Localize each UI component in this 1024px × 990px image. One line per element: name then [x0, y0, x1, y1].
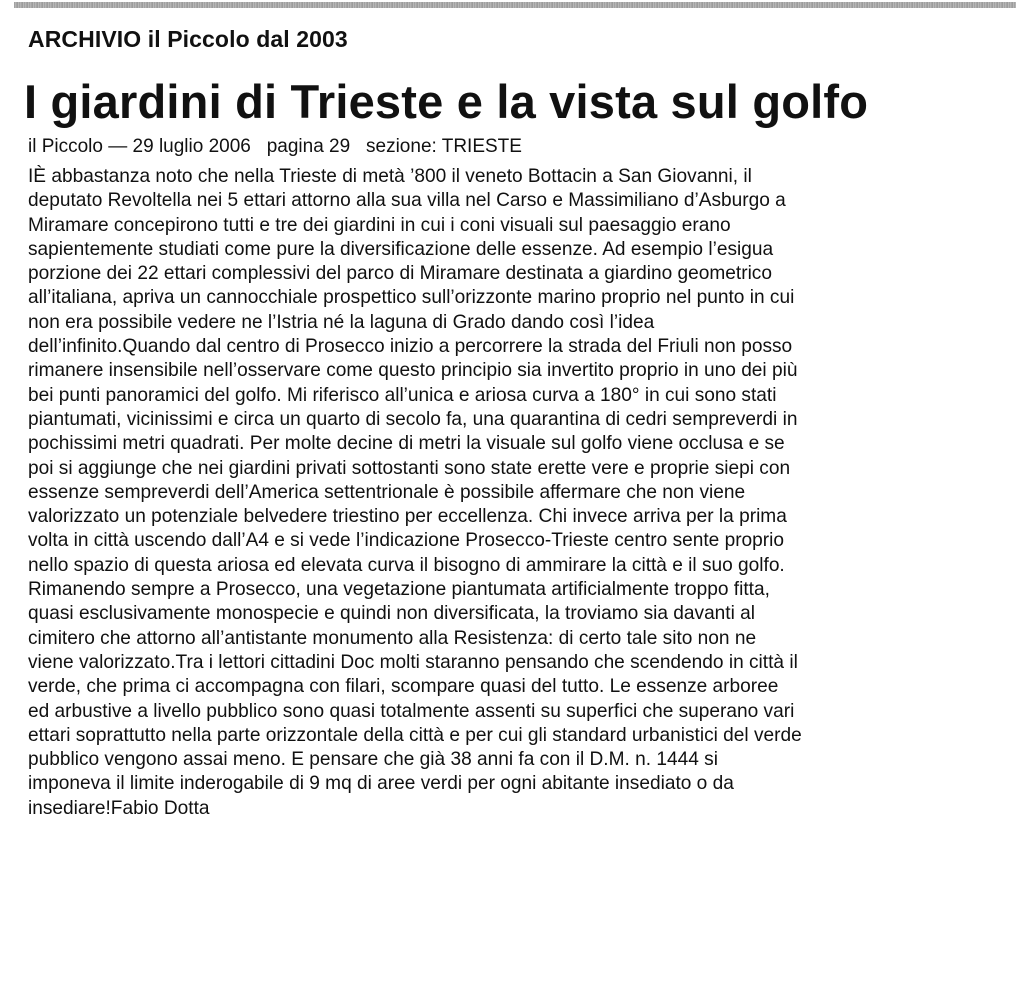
article-meta — [28, 135, 522, 159]
body-line: insediare!Fabio Dotta — [28, 797, 210, 819]
body-line: dell’infinito.Quando dal centro di Prosecco inizio a percorrere la strada del Friuli non posso — [28, 336, 793, 358]
body-line: ettari soprattutto nella parte orizzontale della città e per cui gli standard urbanistici del verde — [28, 724, 802, 746]
article-headline: I giardini di Trieste e la vista sul golfo — [24, 75, 869, 128]
body-line: porzione dei 22 ettari complessivi del parco di Miramare destinata a giardino geometrico — [28, 263, 772, 285]
body-line: non era possibile vedere ne l’Istria né la laguna di Grado dando così l’idea — [28, 311, 655, 333]
body-line: rimanere insensibile nell’osservare come questo principio sia invertito proprio in uno dei più — [28, 360, 798, 382]
body-line: valorizzato un potenziale belvedere triestino per eccellenza. Chi invece arriva per la prima — [28, 506, 787, 528]
body-line: sapientemente studiati come pure la diversificazione delle essenze. Ad esempio l’esigua — [28, 238, 774, 260]
body-line: pochissimi metri quadrati. Per molte decine di metri la visuale sul golfo viene occlusa e se — [28, 433, 785, 455]
body-line: volta in città uscendo dall’A4 e si vede l’indicazione Prosecco-Trieste centro sente proprio — [28, 530, 785, 552]
body-line: piantumati, vicinissimi e circa un quarto di secolo fa, una quarantina di cedri sempreverdi in — [28, 408, 798, 430]
meta-section: sezione: TRIESTE — [366, 136, 522, 157]
body-line: imponeva il limite inderogabile di 9 mq di aree verdi per ogni abitante insediato o da — [28, 773, 734, 795]
meta-source: il Piccolo — 29 luglio 2006 — [28, 136, 251, 157]
top-rule-divider — [14, 2, 1016, 8]
body-line: bei punti panoramici del golfo. Mi riferisco all’unica e ariosa curva a 180° in cui sono stati — [28, 384, 777, 406]
body-line: essenze sempreverdi dell’America settentrionale è possibile affermare che non viene — [28, 481, 746, 503]
article-body — [28, 165, 1008, 821]
body-line: ed arbustive a livello pubblico sono quasi totalmente assenti su superfici che superano vari — [28, 700, 795, 722]
body-line: all’italiana, apriva un cannocchiale prospettico sull’orizzonte marino proprio nel punto in cui — [28, 287, 795, 309]
body-line: poi si aggiunge che nei giardini privati sottostanti sono state erette vere e proprie siepi con — [28, 457, 791, 479]
body-line: quasi esclusivamente monospecie e quindi non diversificata, la troviamo sia davanti al — [28, 603, 756, 625]
body-line: viene valorizzato.Tra i lettori cittadini Doc molti staranno pensando che scendendo in città il — [28, 651, 798, 673]
body-line: verde, che prima ci accompagna con filari, scompare quasi del tutto. Le essenze arboree — [28, 676, 779, 698]
body-line: Miramare concepirono tutti e tre dei giardini in cui i coni visuali sul paesaggio erano — [28, 214, 731, 236]
meta-page: pagina 29 — [266, 136, 351, 157]
body-line: cimitero che attorno all’antistante monumento alla Resistenza: di certo tale sito non ne — [28, 627, 757, 649]
archive-kicker: ARCHIVIO il Piccolo dal 2003 — [28, 26, 348, 52]
body-line: deputato Revoltella nei 5 ettari attorno alla sua villa nel Carso e Massimiliano d’Asburgo a — [28, 190, 786, 212]
body-line: Rimanendo sempre a Prosecco, una vegetazione piantumata artificialmente troppo fitta, — [28, 579, 770, 601]
body-line: pubblico vengono assai meno. E pensare che già 38 anni fa con il D.M. n. 1444 si — [28, 749, 718, 771]
body-line: IÈ abbastanza noto che nella Trieste di metà ’800 il veneto Bottacin a San Giovanni, il — [28, 166, 752, 187]
body-line: nello spazio di questa ariosa ed elevata curva il bisogno di ammirare la città e il suo golfo. — [28, 554, 785, 576]
